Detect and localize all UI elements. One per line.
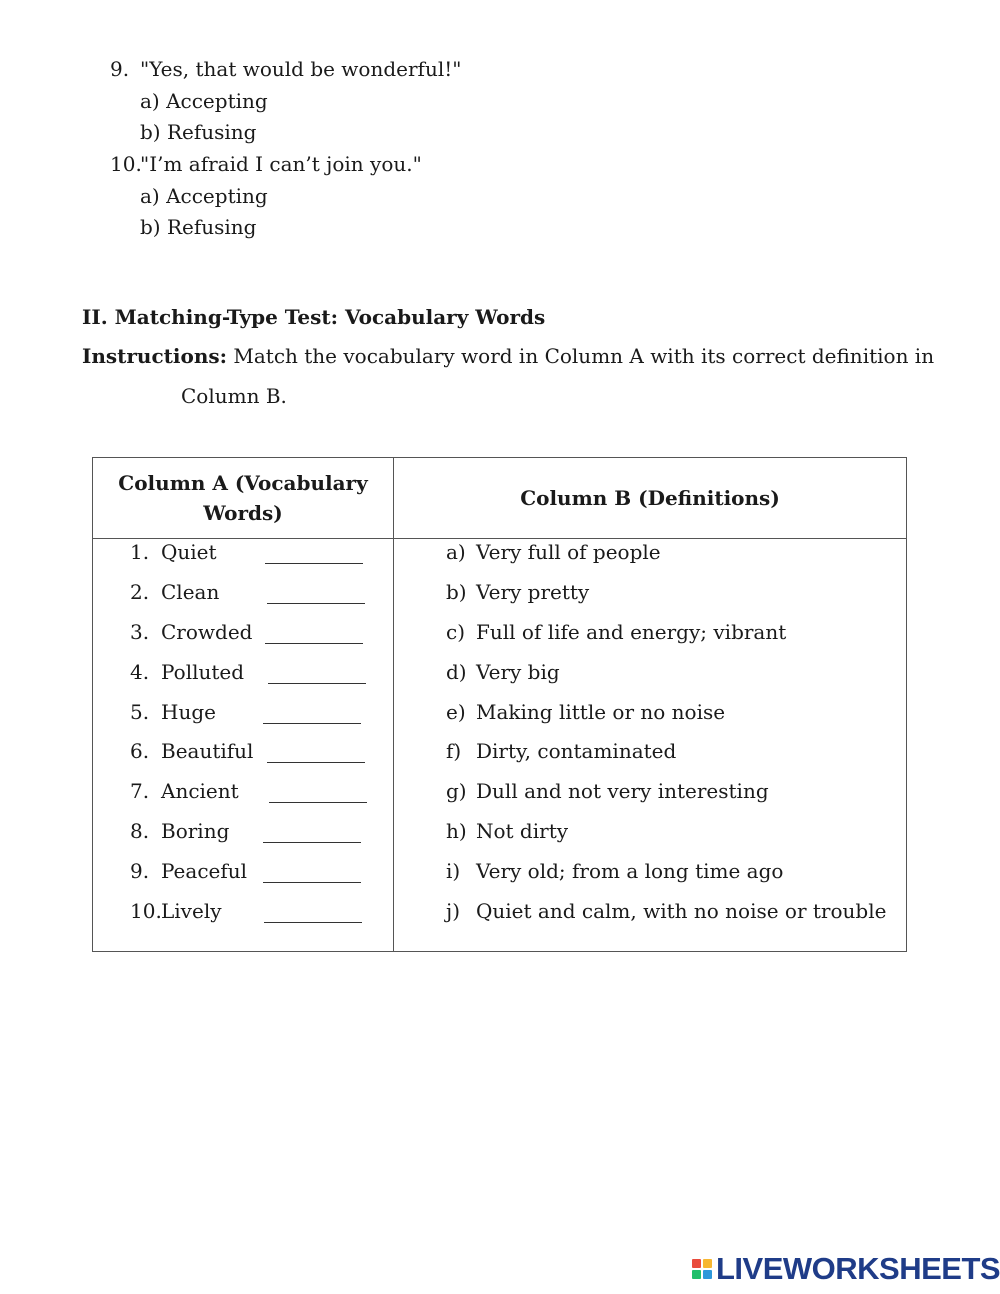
answer-blank[interactable] <box>267 603 365 604</box>
item-number: 6. <box>130 739 150 763</box>
answer-blank[interactable] <box>267 762 365 763</box>
column-b-row <box>394 859 906 889</box>
definition-letter: b) <box>446 580 467 604</box>
vocabulary-word: Peaceful <box>161 859 248 883</box>
column-a-row <box>93 859 393 889</box>
question-10-option-b[interactable]: b) Refusing <box>140 215 257 239</box>
item-number: 9. <box>130 859 150 883</box>
item-number: 8. <box>130 819 150 843</box>
question-9-option-a[interactable]: a) Accepting <box>140 89 268 113</box>
column-a-row <box>93 620 393 650</box>
logo-text: LIVEWORKSHEETS <box>716 1251 1000 1286</box>
column-a-row <box>93 700 393 730</box>
definition-letter: c) <box>446 620 466 644</box>
column-b-row <box>394 779 906 809</box>
question-9-number: 9. <box>110 57 130 81</box>
column-a-row <box>93 739 393 769</box>
question-10-text: "I’m afraid I can’t join you." <box>140 152 422 176</box>
item-number: 1. <box>130 540 150 564</box>
definition-text: Not dirty <box>476 819 569 843</box>
column-b-row <box>394 580 906 610</box>
column-b-row <box>394 660 906 690</box>
liveworksheets-logo-icon <box>692 1259 712 1279</box>
definition-letter: h) <box>446 819 467 843</box>
answer-blank[interactable] <box>265 563 363 564</box>
liveworksheets-logo[interactable] <box>692 1252 1000 1286</box>
column-b-row <box>394 899 906 929</box>
answer-blank[interactable] <box>263 842 361 843</box>
definition-text: Very pretty <box>476 580 590 604</box>
vocabulary-word: Ancient <box>161 779 239 803</box>
column-b-header: Column B (Definitions) <box>520 486 780 510</box>
vocabulary-word: Crowded <box>161 620 253 644</box>
definition-letter: g) <box>446 779 467 803</box>
column-b-row <box>394 819 906 849</box>
column-a-row <box>93 779 393 809</box>
instructions-text: Match the vocabulary word in Column A with its correct definition in <box>233 344 935 368</box>
table-header-divider <box>93 538 906 539</box>
vocabulary-word: Boring <box>161 819 230 843</box>
definition-text: Very big <box>476 660 560 684</box>
column-a-row <box>93 540 393 570</box>
instructions-continuation: Column B. <box>181 384 287 408</box>
column-b-row <box>394 739 906 769</box>
definition-letter: d) <box>446 660 467 684</box>
answer-blank[interactable] <box>263 882 361 883</box>
column-a-row <box>93 819 393 849</box>
question-10-option-a[interactable]: a) Accepting <box>140 184 268 208</box>
item-number: 10. <box>130 899 162 923</box>
question-9-option-b[interactable]: b) Refusing <box>140 120 257 144</box>
vocabulary-word: Polluted <box>161 660 245 684</box>
column-b-row <box>394 700 906 730</box>
answer-blank[interactable] <box>265 643 363 644</box>
answer-blank[interactable] <box>264 922 362 923</box>
column-a-row <box>93 660 393 690</box>
matching-table <box>92 457 907 952</box>
answer-blank[interactable] <box>263 723 361 724</box>
logo-square-yellow <box>703 1259 712 1268</box>
definition-letter: e) <box>446 700 466 724</box>
vocabulary-word: Huge <box>161 700 216 724</box>
column-a-row <box>93 580 393 610</box>
vocabulary-word: Quiet <box>161 540 217 564</box>
definition-letter: f) <box>446 739 462 763</box>
column-b-row <box>394 540 906 570</box>
item-number: 4. <box>130 660 150 684</box>
vocabulary-word: Lively <box>161 899 222 923</box>
definition-text: Dirty, contaminated <box>476 739 677 763</box>
definition-letter: i) <box>446 859 461 883</box>
column-a-header-text: Column A (Vocabulary Words) <box>118 471 368 525</box>
definition-text: Very old; from a long time ago <box>476 859 784 883</box>
item-number: 2. <box>130 580 150 604</box>
definition-text: Quiet and calm, with no noise or trouble <box>476 899 887 923</box>
column-b-row <box>394 620 906 650</box>
definition-letter: a) <box>446 540 466 564</box>
answer-blank[interactable] <box>268 683 366 684</box>
item-number: 3. <box>130 620 150 644</box>
answer-blank[interactable] <box>269 802 367 803</box>
instructions-label: Instructions: <box>82 344 228 368</box>
logo-square-red <box>692 1259 701 1268</box>
definition-text: Making little or no noise <box>476 700 726 724</box>
definition-text: Dull and not very interesting <box>476 779 769 803</box>
logo-square-green <box>692 1270 701 1279</box>
column-a-row <box>93 899 393 929</box>
section-title: II. Matching-Type Test: Vocabulary Words <box>82 305 546 329</box>
vocabulary-word: Beautiful <box>161 739 254 763</box>
question-10-number: 10. <box>110 152 142 176</box>
definition-text: Full of life and energy; vibrant <box>476 620 787 644</box>
definition-text: Very full of people <box>476 540 661 564</box>
item-number: 5. <box>130 700 150 724</box>
question-9-text: "Yes, that would be wonderful!" <box>140 57 462 81</box>
column-a-header <box>93 458 393 538</box>
vocabulary-word: Clean <box>161 580 220 604</box>
instructions <box>82 344 934 368</box>
logo-square-blue <box>703 1270 712 1279</box>
definition-letter: j) <box>446 899 461 923</box>
item-number: 7. <box>130 779 150 803</box>
